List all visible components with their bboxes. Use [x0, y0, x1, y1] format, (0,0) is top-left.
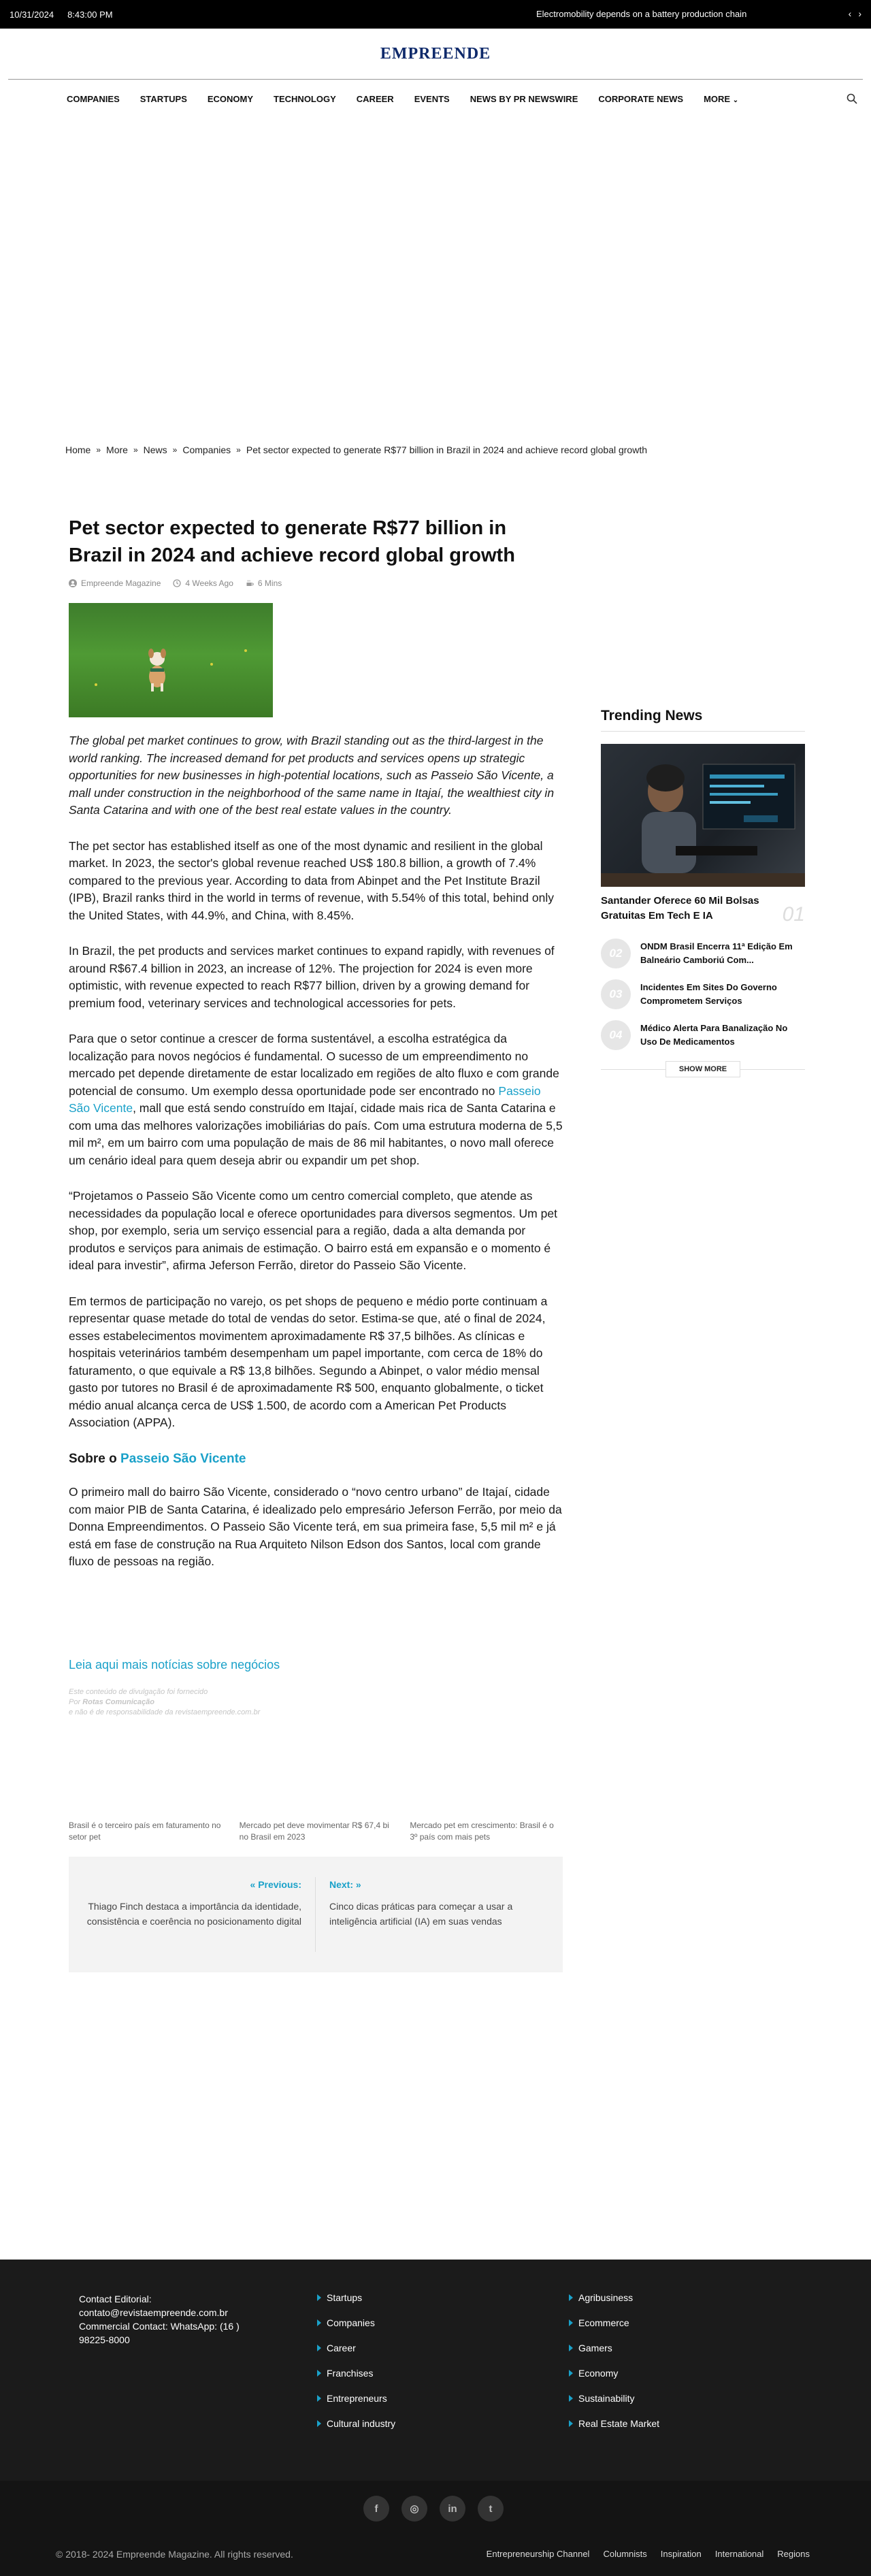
- show-more-button[interactable]: SHOW MORE: [665, 1061, 740, 1077]
- triangle-right-icon: [569, 2420, 573, 2427]
- article-title: Pet sector expected to generate R$77 billion in Brazil in 2024 and achieve record global growth: [69, 517, 515, 566]
- footer-links-col-1: [256, 2292, 508, 2481]
- footer-link-label: Agribusiness: [578, 2292, 634, 2303]
- trending-rank: 03: [601, 979, 631, 1009]
- trending-feature-image[interactable]: [601, 744, 805, 887]
- trending-title: Trending News: [601, 708, 805, 732]
- nav-item-pr-newswire[interactable]: NEWS BY PR NEWSWIRE: [470, 93, 578, 104]
- breadcrumb-current: Pet sector expected to generate R$77 billion in Brazil in 2024 and achieve record global growth: [246, 444, 648, 455]
- previous-label: [82, 1877, 301, 1892]
- contact-editorial-label: Contact Editorial:: [79, 2294, 152, 2304]
- disclaimer-source: Rotas Comunicação: [82, 1697, 154, 1706]
- footer-bottom: [0, 2481, 871, 2576]
- nav-item-startups[interactable]: STARTUPS: [139, 93, 187, 104]
- footer-link-label: Franchises: [327, 2368, 374, 2379]
- footer-link-label: Sustainability: [578, 2393, 635, 2404]
- footer-link-label: Ecommerce: [578, 2317, 629, 2328]
- nav-item-corporate-news[interactable]: CORPORATE NEWS: [598, 93, 684, 104]
- footer-bottom-link[interactable]: Columnists: [603, 2549, 647, 2559]
- next-post-title[interactable]: Cinco dicas práticas para começar a usar a inteligência artificial (IA) em suas vendas: [329, 1900, 513, 1927]
- trending-sidebar: [601, 708, 805, 1073]
- section-heading-link[interactable]: Passeio São Vicente: [120, 1451, 246, 1466]
- section-heading: [69, 1450, 563, 1468]
- article-paragraph: In Brazil, the pet products and services market continues to expand rapidly, with revenues of around R$67.4 billion in 2023, an increase of 12%. The projection for 2024 is even more optimistic, with revenue expected to reach R$77 billion, driven by a growing demand for premium food, veterinary services and technological accessories for pets.: [69, 944, 555, 1010]
- related-post[interactable]: Brasil é o terceiro país em faturamento no setor pet: [69, 1820, 221, 1842]
- footer-contact: [79, 2292, 256, 2481]
- trending-feature-title[interactable]: Santander Oferece 60 Mil Bolsas Gratuitas Em Tech E IA: [601, 895, 759, 922]
- trending-rank: 01: [782, 903, 805, 926]
- article-paragraph: Em termos de participação no varejo, os pet shops de pequeno e médio porte continuam a representar quase metade do total de vendas do setor. Estima-se que, até o final de 2024, esses estabelecimentos movimentem aproximadamente R$ 37,5 bilhões. As clínicas e hospitais veterinários também desempenham um papel importante, com cerca de 18% do faturamento, o que equivale a R$ 13,8 bilhões. Segundo a Abinpet, o valor médio mensal gasto por tutores no Brasil é de aproximadamente R$ 500, enquanto globalmente, o ticket médio anual alcança cerca de US$ 1.500, de acordo com a American Pet Products Association (APPA).: [69, 1294, 548, 1429]
- copyright: © 2018- 2024 Empreende Magazine. All rights reserved.: [56, 2549, 293, 2560]
- breadcrumb-news[interactable]: News: [143, 444, 167, 455]
- chevron-down-icon: ⌄: [732, 96, 739, 104]
- footer-bottom-link[interactable]: Inspiration: [660, 2549, 702, 2559]
- current-date: 10/31/2024: [10, 9, 54, 20]
- trending-item-title[interactable]: Médico Alerta Para Banalização No Uso De Medicamentos: [640, 1023, 788, 1047]
- facebook-icon[interactable]: f: [363, 2496, 389, 2522]
- main-nav: [0, 80, 871, 118]
- footer-link[interactable]: [569, 2343, 759, 2353]
- trending-rank: 04: [601, 1020, 631, 1050]
- related-posts: [69, 1820, 563, 1843]
- footer-link[interactable]: [569, 2368, 759, 2379]
- coffee-icon: [246, 579, 254, 587]
- breadcrumb-separator: »: [236, 445, 241, 455]
- footer-link[interactable]: [317, 2368, 508, 2379]
- breadcrumb-home[interactable]: Home: [65, 444, 91, 455]
- post-navigation: [69, 1857, 563, 1972]
- footer-link-label: Companies: [327, 2317, 375, 2328]
- triangle-right-icon: [317, 2345, 321, 2351]
- disclaimer-line: e não é de responsabilidade da revistaempreende.com.br: [69, 1708, 261, 1716]
- footer-link-label: Gamers: [578, 2343, 612, 2353]
- linkedin-icon[interactable]: in: [440, 2496, 465, 2522]
- nav-item-companies[interactable]: COMPANIES: [67, 93, 120, 104]
- current-time: 8:43:00 PM: [67, 9, 113, 20]
- header: [0, 29, 871, 79]
- footer-bottom-link[interactable]: Regions: [777, 2549, 810, 2559]
- article-body: [69, 732, 563, 1571]
- next-post[interactable]: [316, 1877, 563, 1952]
- footer-link-label: Entrepreneurs: [327, 2393, 387, 2404]
- footer: [0, 2260, 871, 2576]
- paragraph-text: , mall que está sendo construído em Itajaí, cidade mais rica de Santa Catarina e com uma das melhores valorizações imobiliárias do país. Com uma estrutura moderna de 5,5 mil m², em um bairro com uma população de mais de 86 mil habitantes, o novo mall oferece um cenário ideal para quem deseja abrir ou expandir um pet shop.: [69, 1101, 563, 1167]
- double-chevron-right-icon: »: [355, 1878, 361, 1890]
- contact-editorial-email[interactable]: contato@revistaempreende.com.br: [79, 2307, 228, 2318]
- trending-item[interactable]: [601, 979, 805, 1009]
- triangle-right-icon: [317, 2420, 321, 2427]
- nav-item-technology[interactable]: TECHNOLOGY: [274, 93, 336, 104]
- triangle-right-icon: [317, 2294, 321, 2301]
- triangle-right-icon: [569, 2370, 573, 2377]
- footer-bottom-link[interactable]: Entrepreneurship Channel: [486, 2549, 590, 2559]
- triangle-right-icon: [317, 2370, 321, 2377]
- nav-more-label: MORE: [704, 93, 731, 104]
- section-heading-text: Sobre o: [69, 1451, 121, 1466]
- nav-item-career[interactable]: CAREER: [356, 93, 394, 104]
- paragraph-text: Para que o setor continue a crescer de forma sustentável, a escolha estratégica da localização para novos negócios é fundamental. O sucesso de um empreendimento no mercado pet depende diretamente de estar localizado em regiões de alto fluxo e com grande potencial de consumo. Um exemplo dessa oportunidade pode ser encontrado no: [69, 1032, 559, 1098]
- article-meta: [69, 578, 563, 588]
- trending-item-title[interactable]: ONDM Brasil Encerra 11ª Edição Em Balneário Camboriú Com...: [640, 941, 793, 965]
- article-paragraph: [69, 1030, 563, 1169]
- previous-post[interactable]: [69, 1877, 316, 1952]
- triangle-right-icon: [317, 2395, 321, 2402]
- disclaimer-line: Este conteúdo de divulgação foi fornecido: [69, 1687, 208, 1696]
- nav-item-events[interactable]: EVENTS: [414, 93, 450, 104]
- footer-link-label: Cultural industry: [327, 2418, 396, 2429]
- ad-space: [0, 118, 871, 444]
- trending-list: [601, 939, 805, 1050]
- article-paragraph: The pet sector has established itself as one of the most dynamic and resilient in the global market. In 2023, the sector's global revenue reached US$ 180.8 billion, a growth of 7.4% compared to the previous year. According to data from Abinpet and the Pet Institute Brazil (IPB), Brazil ranks third in the world in terms of revenue, with 5.54% of this total, behind only the United States, with 44.9%, and China, with 8.45%.: [69, 838, 554, 922]
- footer-link[interactable]: [569, 2418, 759, 2429]
- article: [69, 515, 563, 1972]
- triangle-right-icon: [569, 2345, 573, 2351]
- social-links: [363, 2496, 504, 2522]
- related-post[interactable]: Mercado pet em crescimento: Brasil é o 3º país com mais pets: [410, 1820, 554, 1842]
- ticker-next-icon[interactable]: ›: [858, 8, 861, 19]
- breadcrumb-more[interactable]: More: [106, 444, 128, 455]
- article-author[interactable]: Empreende Magazine: [81, 578, 161, 588]
- footer-link-label: Career: [327, 2343, 356, 2353]
- related-post[interactable]: Mercado pet deve movimentar R$ 67,4 bi no Brasil em 2023: [239, 1820, 389, 1842]
- instagram-icon[interactable]: ◎: [401, 2496, 427, 2522]
- footer-link-label: Real Estate Market: [578, 2418, 660, 2429]
- footer-link[interactable]: [569, 2393, 759, 2404]
- triangle-right-icon: [569, 2294, 573, 2301]
- triangle-right-icon: [317, 2319, 321, 2326]
- nav-item-economy[interactable]: ECONOMY: [207, 93, 254, 104]
- article-time-ago: 4 Weeks Ago: [185, 578, 233, 588]
- trending-feature[interactable]: [601, 894, 805, 924]
- article-lead: The global pet market continues to grow, with Brazil standing out as the third-largest in the world ranking. The increased demand for pet products and services opens up strategic opportunities for new businesses in high-potential locations, such as Passeio São Vicente, a mall under construction in the neighborhood of the same name in Itajaí, the wealthiest city in Santa Catarina and with one of the best real estate values in the country.: [69, 734, 555, 817]
- triangle-right-icon: [569, 2395, 573, 2402]
- breadcrumb: [0, 444, 871, 455]
- top-bar: [0, 0, 871, 29]
- trending-item[interactable]: [601, 939, 805, 968]
- news-ticker[interactable]: Electromobility depends on a battery production chain: [536, 9, 747, 19]
- breadcrumb-companies[interactable]: Companies: [182, 444, 231, 455]
- footer-links-col-2: [508, 2292, 759, 2481]
- next-label: [329, 1877, 549, 1892]
- disclaimer: [69, 1687, 563, 1718]
- previous-label-text: Previous:: [258, 1878, 301, 1890]
- user-icon: [69, 579, 77, 587]
- more-news-link[interactable]: Leia aqui mais notícias sobre negócios: [69, 1657, 280, 1672]
- ticker-prev-icon[interactable]: ‹: [848, 8, 852, 19]
- footer-link[interactable]: [317, 2418, 508, 2429]
- twitter-icon[interactable]: t: [478, 2496, 504, 2522]
- trending-item[interactable]: [601, 1020, 805, 1050]
- previous-post-title[interactable]: Thiago Finch destaca a importância da identidade, consistência e coerência no posicionamento digital: [86, 1900, 301, 1927]
- disclaimer-text: Por: [69, 1697, 83, 1706]
- dog-running-image: [69, 603, 273, 717]
- article-read-time: 6 Mins: [257, 578, 282, 588]
- disclaimer-line: [69, 1697, 563, 1708]
- search-icon[interactable]: [847, 93, 857, 104]
- trending-item-title[interactable]: Incidentes Em Sites Do Governo Comprometem Serviços: [640, 982, 777, 1006]
- clock-icon: [173, 579, 181, 587]
- double-chevron-left-icon: «: [250, 1878, 256, 1890]
- article-hero-image: [69, 603, 273, 717]
- footer-link[interactable]: [317, 2343, 508, 2353]
- footer-link-label: Startups: [327, 2292, 363, 2303]
- contact-commercial: Commercial Contact: WhatsApp: (16 ) 98225-8000: [79, 2321, 240, 2345]
- passeio-link[interactable]: Passeio São Vicente: [69, 1083, 541, 1115]
- footer-bottom-link[interactable]: International: [714, 2549, 764, 2559]
- footer-link[interactable]: [569, 2292, 759, 2303]
- breadcrumb-separator: »: [96, 445, 101, 455]
- trending-rank: 02: [601, 939, 631, 968]
- footer-link-label: Economy: [578, 2368, 619, 2379]
- footer-link[interactable]: [317, 2317, 508, 2328]
- article-paragraph: O primeiro mall do bairro São Vicente, considerado o “novo centro urbano” de Itajaí, cidade com maior PIB de Santa Catarina, é idealizado pelo empresário Jeferson Ferrão, por meio da Donna Empreendimentos. O Passeio São Vicente terá, em sua primeira fase, 5,5 mil m² e já está em fase de construção na Rua Arquiteto Nilson Edson dos Santos, local com grande fluxo de pessoas na região.: [69, 1485, 562, 1568]
- footer-link[interactable]: [569, 2317, 759, 2328]
- nav-item-more[interactable]: [704, 94, 738, 104]
- developer-at-desk-image: [601, 744, 805, 887]
- footer-link[interactable]: [317, 2393, 508, 2404]
- breadcrumb-separator: »: [133, 445, 138, 455]
- footer-bottom-links: [487, 2549, 810, 2559]
- next-label-text: Next:: [329, 1878, 354, 1890]
- footer-link[interactable]: [317, 2292, 508, 2303]
- article-paragraph: “Projetamos o Passeio São Vicente como um centro comercial completo, que atende as necessidades da população local e oferece oportunidades para diversos segmentos. Um pet shop, por exemplo, seria um serviço essencial para a região, dada a alta demanda por produtos e serviços para animais de estimação. O bairro está em expansão e o momento é ideal para investir”, afirma Jeferson Ferrão, diretor do Passeio São Vicente.: [69, 1189, 557, 1272]
- site-logo[interactable]: EMPREENDE: [380, 44, 491, 63]
- breadcrumb-separator: »: [172, 445, 178, 455]
- triangle-right-icon: [569, 2319, 573, 2326]
